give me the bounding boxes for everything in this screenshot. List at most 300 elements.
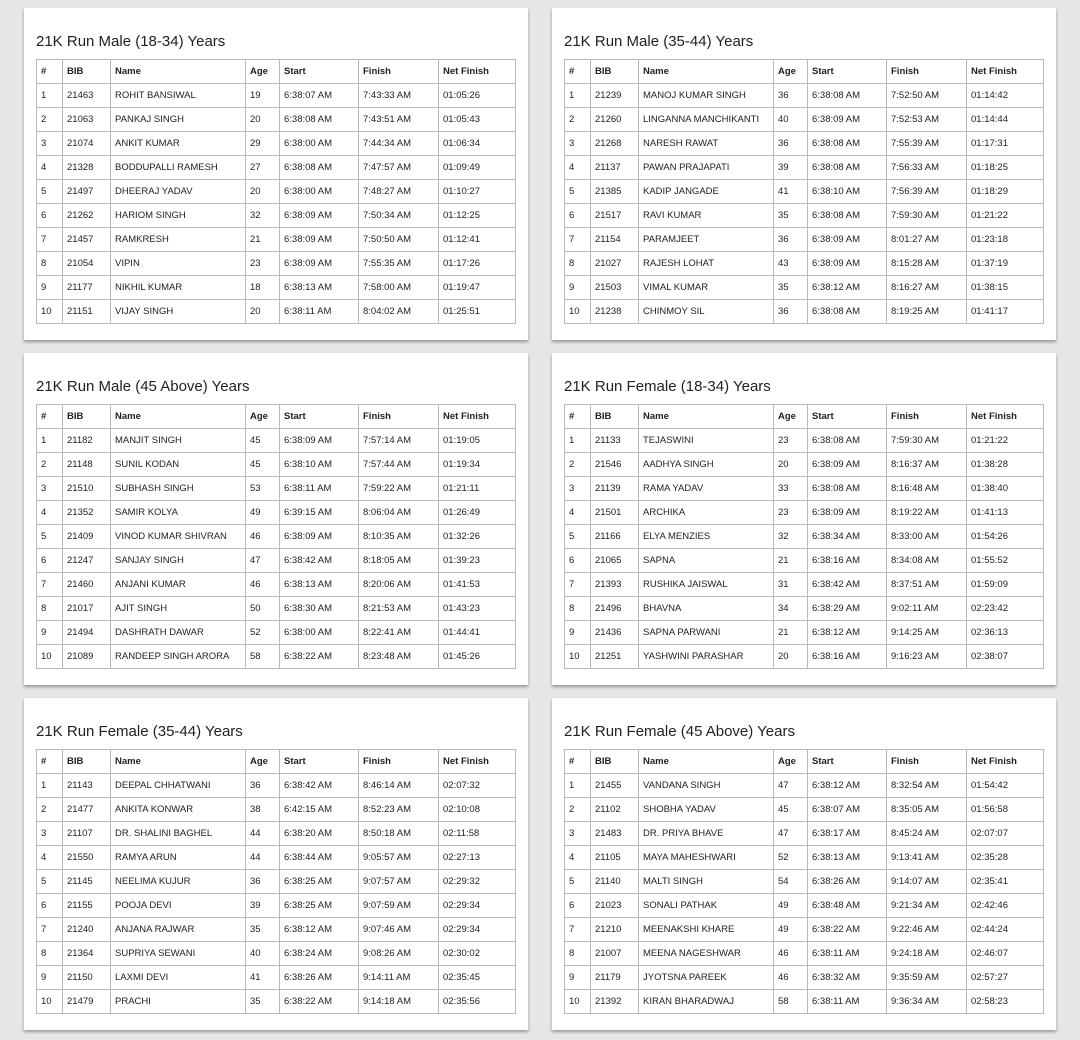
table-row [565,204,1044,228]
table-cell: 8:21:53 AM [359,597,439,621]
table-cell: PRACHI [111,990,246,1014]
table-cell: MALTI SINGH [639,870,774,894]
table-cell: DASHRATH DAWAR [111,621,246,645]
table-cell: 6:38:16 AM [808,645,887,669]
table-cell: 01:43:23 [439,597,516,621]
table-cell: 21352 [63,501,111,525]
column-header: Start [808,60,887,84]
table-row [37,846,516,870]
table-row [37,132,516,156]
table-cell: 5 [565,525,591,549]
table-cell: 21483 [591,822,639,846]
table-header-row [565,405,1044,429]
card-title: 21K Run Female (35-44) Years [36,723,243,740]
table-cell: SUNIL KODAN [111,453,246,477]
table-row [37,228,516,252]
table-cell: 9:14:07 AM [887,870,967,894]
table-cell: 8:37:51 AM [887,573,967,597]
table-cell: 10 [565,990,591,1014]
table-cell: PAWAN PRAJAPATI [639,156,774,180]
table-cell: 9:07:59 AM [359,894,439,918]
table-cell: 49 [774,918,808,942]
table-cell: 3 [37,822,63,846]
table-cell: 02:11:58 [439,822,516,846]
table-cell: 34 [774,597,808,621]
table-cell: 8:22:41 AM [359,621,439,645]
table-cell: ROHIT BANSIWAL [111,84,246,108]
table-cell: 9:14:18 AM [359,990,439,1014]
table-cell: RAMYA ARUN [111,846,246,870]
table-cell: 01:54:26 [967,525,1044,549]
table-cell: DR. SHALINI BAGHEL [111,822,246,846]
table-cell: YASHWINI PARASHAR [639,645,774,669]
table-cell: 6 [565,894,591,918]
table-row [565,501,1044,525]
table-cell: 6:38:13 AM [808,846,887,870]
table-cell: 47 [774,822,808,846]
table-cell: 6 [565,204,591,228]
table-row [565,774,1044,798]
table-cell: 01:55:52 [967,549,1044,573]
table-cell: 01:25:51 [439,300,516,324]
table-cell: 10 [37,645,63,669]
table-cell: 21251 [591,645,639,669]
table-cell: 6:38:07 AM [280,84,359,108]
column-header: Age [774,60,808,84]
table-cell: 9 [37,276,63,300]
table-row [565,918,1044,942]
table-cell: 9:22:46 AM [887,918,967,942]
table-cell: NIKHIL KUMAR [111,276,246,300]
table-cell: 6:38:25 AM [280,870,359,894]
table-cell: 21177 [63,276,111,300]
table-cell: 21089 [63,645,111,669]
card-title: 21K Run Male (18-34) Years [36,33,226,50]
table-cell: 6:38:10 AM [808,180,887,204]
column-header: Finish [359,750,439,774]
table-cell: 21154 [591,228,639,252]
table-cell: 41 [246,966,280,990]
table-cell: 21546 [591,453,639,477]
table-cell: 02:23:42 [967,597,1044,621]
table-row [37,894,516,918]
column-header: BIB [63,405,111,429]
table-row [37,966,516,990]
results-card [552,353,1056,685]
table-cell: 7:52:50 AM [887,84,967,108]
table-cell: 01:38:40 [967,477,1044,501]
table-cell: 4 [565,846,591,870]
column-header: BIB [591,750,639,774]
results-card [24,698,528,1030]
table-cell: 8:23:48 AM [359,645,439,669]
column-header: Age [774,405,808,429]
table-cell: CHINMOY SIL [639,300,774,324]
table-cell: 01:54:42 [967,774,1044,798]
results-table [564,749,1044,1014]
table-cell: 21155 [63,894,111,918]
results-table [36,404,516,669]
table-cell: 3 [565,132,591,156]
table-cell: 01:17:31 [967,132,1044,156]
table-cell: 21007 [591,942,639,966]
table-row [565,573,1044,597]
table-row [565,453,1044,477]
table-cell: 21027 [591,252,639,276]
table-cell: 3 [565,477,591,501]
table-cell: 35 [246,990,280,1014]
table-cell: 53 [246,477,280,501]
table-cell: 8 [37,252,63,276]
table-cell: 6:38:22 AM [280,990,359,1014]
table-cell: 6:38:09 AM [808,501,887,525]
table-cell: 21501 [591,501,639,525]
table-cell: 1 [565,429,591,453]
table-cell: 01:05:43 [439,108,516,132]
table-cell: 6:38:12 AM [808,276,887,300]
table-cell: 8 [37,942,63,966]
table-cell: 27 [246,156,280,180]
table-cell: PANKAJ SINGH [111,108,246,132]
table-cell: 41 [774,180,808,204]
table-cell: 6:38:08 AM [808,132,887,156]
table-cell: 33 [774,477,808,501]
table-cell: 6:38:11 AM [808,942,887,966]
table-cell: 01:41:13 [967,501,1044,525]
table-cell: 02:44:24 [967,918,1044,942]
table-row [37,774,516,798]
table-cell: 6:38:44 AM [280,846,359,870]
table-cell: 21385 [591,180,639,204]
column-header: BIB [63,60,111,84]
column-header: # [37,405,63,429]
table-cell: 6:38:08 AM [808,84,887,108]
table-cell: 2 [565,798,591,822]
table-cell: 6:38:12 AM [280,918,359,942]
table-cell: 7:57:44 AM [359,453,439,477]
table-cell: 01:14:42 [967,84,1044,108]
table-cell: 01:41:53 [439,573,516,597]
table-cell: 21074 [63,132,111,156]
table-cell: 2 [565,453,591,477]
table-cell: 01:32:26 [439,525,516,549]
table-cell: 01:17:26 [439,252,516,276]
card-title: 21K Run Female (18-34) Years [564,378,771,395]
table-cell: 02:35:45 [439,966,516,990]
table-cell: 20 [246,180,280,204]
table-cell: LAXMI DEVI [111,966,246,990]
table-cell: 1 [37,84,63,108]
table-cell: SAPNA PARWANI [639,621,774,645]
table-cell: 10 [565,645,591,669]
table-cell: RAVI KUMAR [639,204,774,228]
column-header: Age [246,60,280,84]
table-cell: DR. PRIYA BHAVE [639,822,774,846]
table-cell: 6:38:32 AM [808,966,887,990]
column-header: Name [639,405,774,429]
table-row [37,252,516,276]
table-cell: SAMIR KOLYA [111,501,246,525]
table-cell: 6:38:08 AM [808,156,887,180]
table-cell: 7:43:33 AM [359,84,439,108]
table-row [565,942,1044,966]
table-cell: 21392 [591,990,639,1014]
results-card [552,698,1056,1030]
results-table [36,749,516,1014]
table-row [37,573,516,597]
table-row [565,300,1044,324]
table-cell: 4 [37,501,63,525]
table-row [565,156,1044,180]
table-header-row [565,750,1044,774]
table-row [37,429,516,453]
table-cell: 6:38:26 AM [280,966,359,990]
table-cell: 02:57:27 [967,966,1044,990]
table-cell: 32 [774,525,808,549]
table-cell: 7:55:39 AM [887,132,967,156]
table-cell: 6:38:13 AM [280,276,359,300]
table-cell: 8:32:54 AM [887,774,967,798]
table-cell: 8:15:28 AM [887,252,967,276]
table-row [37,84,516,108]
table-cell: 7 [565,228,591,252]
table-cell: 6:38:08 AM [808,477,887,501]
table-cell: 9 [565,276,591,300]
table-cell: 7:56:33 AM [887,156,967,180]
table-cell: 6:38:42 AM [280,774,359,798]
column-header: Net Finish [439,60,516,84]
table-cell: 01:45:26 [439,645,516,669]
table-cell: 21262 [63,204,111,228]
table-cell: 21102 [591,798,639,822]
table-cell: 6:38:09 AM [280,429,359,453]
table-cell: 50 [246,597,280,621]
table-cell: 1 [565,84,591,108]
table-cell: 6:38:09 AM [280,252,359,276]
column-header: Name [111,60,246,84]
table-cell: 8:16:48 AM [887,477,967,501]
table-cell: 6:42:15 AM [280,798,359,822]
table-cell: 01:18:29 [967,180,1044,204]
table-cell: 9:14:11 AM [359,966,439,990]
table-cell: 8:50:18 AM [359,822,439,846]
table-cell: 21517 [591,204,639,228]
table-cell: 3 [37,477,63,501]
table-cell: 02:27:13 [439,846,516,870]
table-cell: 6:38:22 AM [280,645,359,669]
table-cell: 21 [774,621,808,645]
table-cell: 9:05:57 AM [359,846,439,870]
table-cell: 21143 [63,774,111,798]
table-row [37,549,516,573]
table-cell: 46 [774,942,808,966]
table-cell: 9:36:34 AM [887,990,967,1014]
column-header: Name [111,750,246,774]
table-cell: 01:56:58 [967,798,1044,822]
table-cell: 6:38:13 AM [280,573,359,597]
table-cell: 52 [774,846,808,870]
table-cell: POOJA DEVI [111,894,246,918]
table-cell: 5 [37,180,63,204]
table-cell: 10 [565,300,591,324]
table-cell: VINOD KUMAR SHIVRAN [111,525,246,549]
table-cell: 8:01:27 AM [887,228,967,252]
table-cell: 7:44:34 AM [359,132,439,156]
column-header: Net Finish [967,405,1044,429]
column-header: Finish [887,60,967,84]
table-cell: 21107 [63,822,111,846]
table-cell: 7:56:39 AM [887,180,967,204]
table-cell: 4 [37,846,63,870]
table-cell: 6:38:08 AM [280,156,359,180]
column-header: Start [808,750,887,774]
table-cell: 6:38:08 AM [280,108,359,132]
table-cell: 21496 [591,597,639,621]
table-row [37,870,516,894]
table-cell: 43 [774,252,808,276]
table-cell: SUBHASH SINGH [111,477,246,501]
table-cell: 5 [565,870,591,894]
table-cell: 21105 [591,846,639,870]
table-cell: 01:38:28 [967,453,1044,477]
table-row [565,645,1044,669]
table-cell: AJIT SINGH [111,597,246,621]
table-cell: 21179 [591,966,639,990]
table-cell: 21140 [591,870,639,894]
table-cell: 01:06:34 [439,132,516,156]
table-cell: 21477 [63,798,111,822]
table-cell: 6:39:15 AM [280,501,359,525]
table-cell: 6:38:34 AM [808,525,887,549]
table-cell: 35 [246,918,280,942]
table-cell: 6:38:09 AM [280,204,359,228]
column-header: # [37,60,63,84]
table-cell: 21054 [63,252,111,276]
table-cell: 9:24:18 AM [887,942,967,966]
column-header: # [565,60,591,84]
table-row [37,942,516,966]
table-cell: 6:38:24 AM [280,942,359,966]
table-row [565,132,1044,156]
column-header: Net Finish [439,750,516,774]
table-row [565,84,1044,108]
table-cell: 21550 [63,846,111,870]
table-cell: 19 [246,84,280,108]
table-cell: 58 [774,990,808,1014]
table-cell: VIMAL KUMAR [639,276,774,300]
table-cell: 45 [246,453,280,477]
table-cell: 7:47:57 AM [359,156,439,180]
column-header: Finish [359,405,439,429]
table-cell: 36 [774,84,808,108]
column-header: BIB [591,405,639,429]
table-cell: 01:21:22 [967,204,1044,228]
table-cell: 7:50:50 AM [359,228,439,252]
table-cell: 6:38:07 AM [808,798,887,822]
table-cell: 01:23:18 [967,228,1044,252]
table-cell: 21494 [63,621,111,645]
table-cell: BODDUPALLI RAMESH [111,156,246,180]
table-cell: 3 [37,132,63,156]
table-cell: 8:04:02 AM [359,300,439,324]
table-cell: RAMKRESH [111,228,246,252]
table-cell: 2 [565,108,591,132]
table-row [565,822,1044,846]
table-cell: 35 [774,276,808,300]
table-cell: 36 [246,774,280,798]
table-cell: 02:58:23 [967,990,1044,1014]
table-cell: NARESH RAWAT [639,132,774,156]
table-row [37,621,516,645]
table-cell: 3 [565,822,591,846]
table-cell: 21148 [63,453,111,477]
table-cell: 6:38:09 AM [808,252,887,276]
table-cell: 21497 [63,180,111,204]
table-cell: 02:42:46 [967,894,1044,918]
table-row [565,894,1044,918]
table-cell: 6:38:10 AM [280,453,359,477]
table-cell: 7:59:30 AM [887,429,967,453]
table-cell: 7:55:35 AM [359,252,439,276]
table-cell: 6:38:26 AM [808,870,887,894]
results-card [552,8,1056,340]
table-cell: 02:36:13 [967,621,1044,645]
table-cell: 7:43:51 AM [359,108,439,132]
table-cell: SANJAY SINGH [111,549,246,573]
column-header: Start [280,60,359,84]
results-card [24,8,528,340]
table-cell: AADHYA SINGH [639,453,774,477]
table-row [37,990,516,1014]
table-cell: 6 [37,204,63,228]
table-cell: 21510 [63,477,111,501]
table-cell: 02:29:34 [439,894,516,918]
table-cell: 40 [774,108,808,132]
table-cell: 2 [37,798,63,822]
table-row [565,228,1044,252]
table-cell: 01:21:22 [967,429,1044,453]
table-header-row [37,60,516,84]
table-cell: JYOTSNA PAREEK [639,966,774,990]
table-cell: 6:38:09 AM [280,228,359,252]
table-cell: 8:10:35 AM [359,525,439,549]
table-cell: SUPRIYA SEWANI [111,942,246,966]
table-cell: 21 [774,549,808,573]
table-row [565,477,1044,501]
table-cell: MEENA NAGESHWAR [639,942,774,966]
table-row [37,180,516,204]
table-cell: 21455 [591,774,639,798]
column-header: Finish [887,405,967,429]
table-row [565,870,1044,894]
table-row [37,156,516,180]
table-cell: 58 [246,645,280,669]
table-row [565,990,1044,1014]
table-cell: 6:38:09 AM [808,453,887,477]
table-cell: 36 [246,870,280,894]
table-cell: 46 [246,525,280,549]
table-header-row [37,405,516,429]
table-cell: 21268 [591,132,639,156]
table-cell: 21364 [63,942,111,966]
table-cell: 01:41:17 [967,300,1044,324]
table-cell: 8 [565,597,591,621]
table-cell: 02:35:28 [967,846,1044,870]
table-cell: 1 [37,774,63,798]
table-cell: 01:59:09 [967,573,1044,597]
table-cell: 9:07:46 AM [359,918,439,942]
column-header: Name [111,405,246,429]
